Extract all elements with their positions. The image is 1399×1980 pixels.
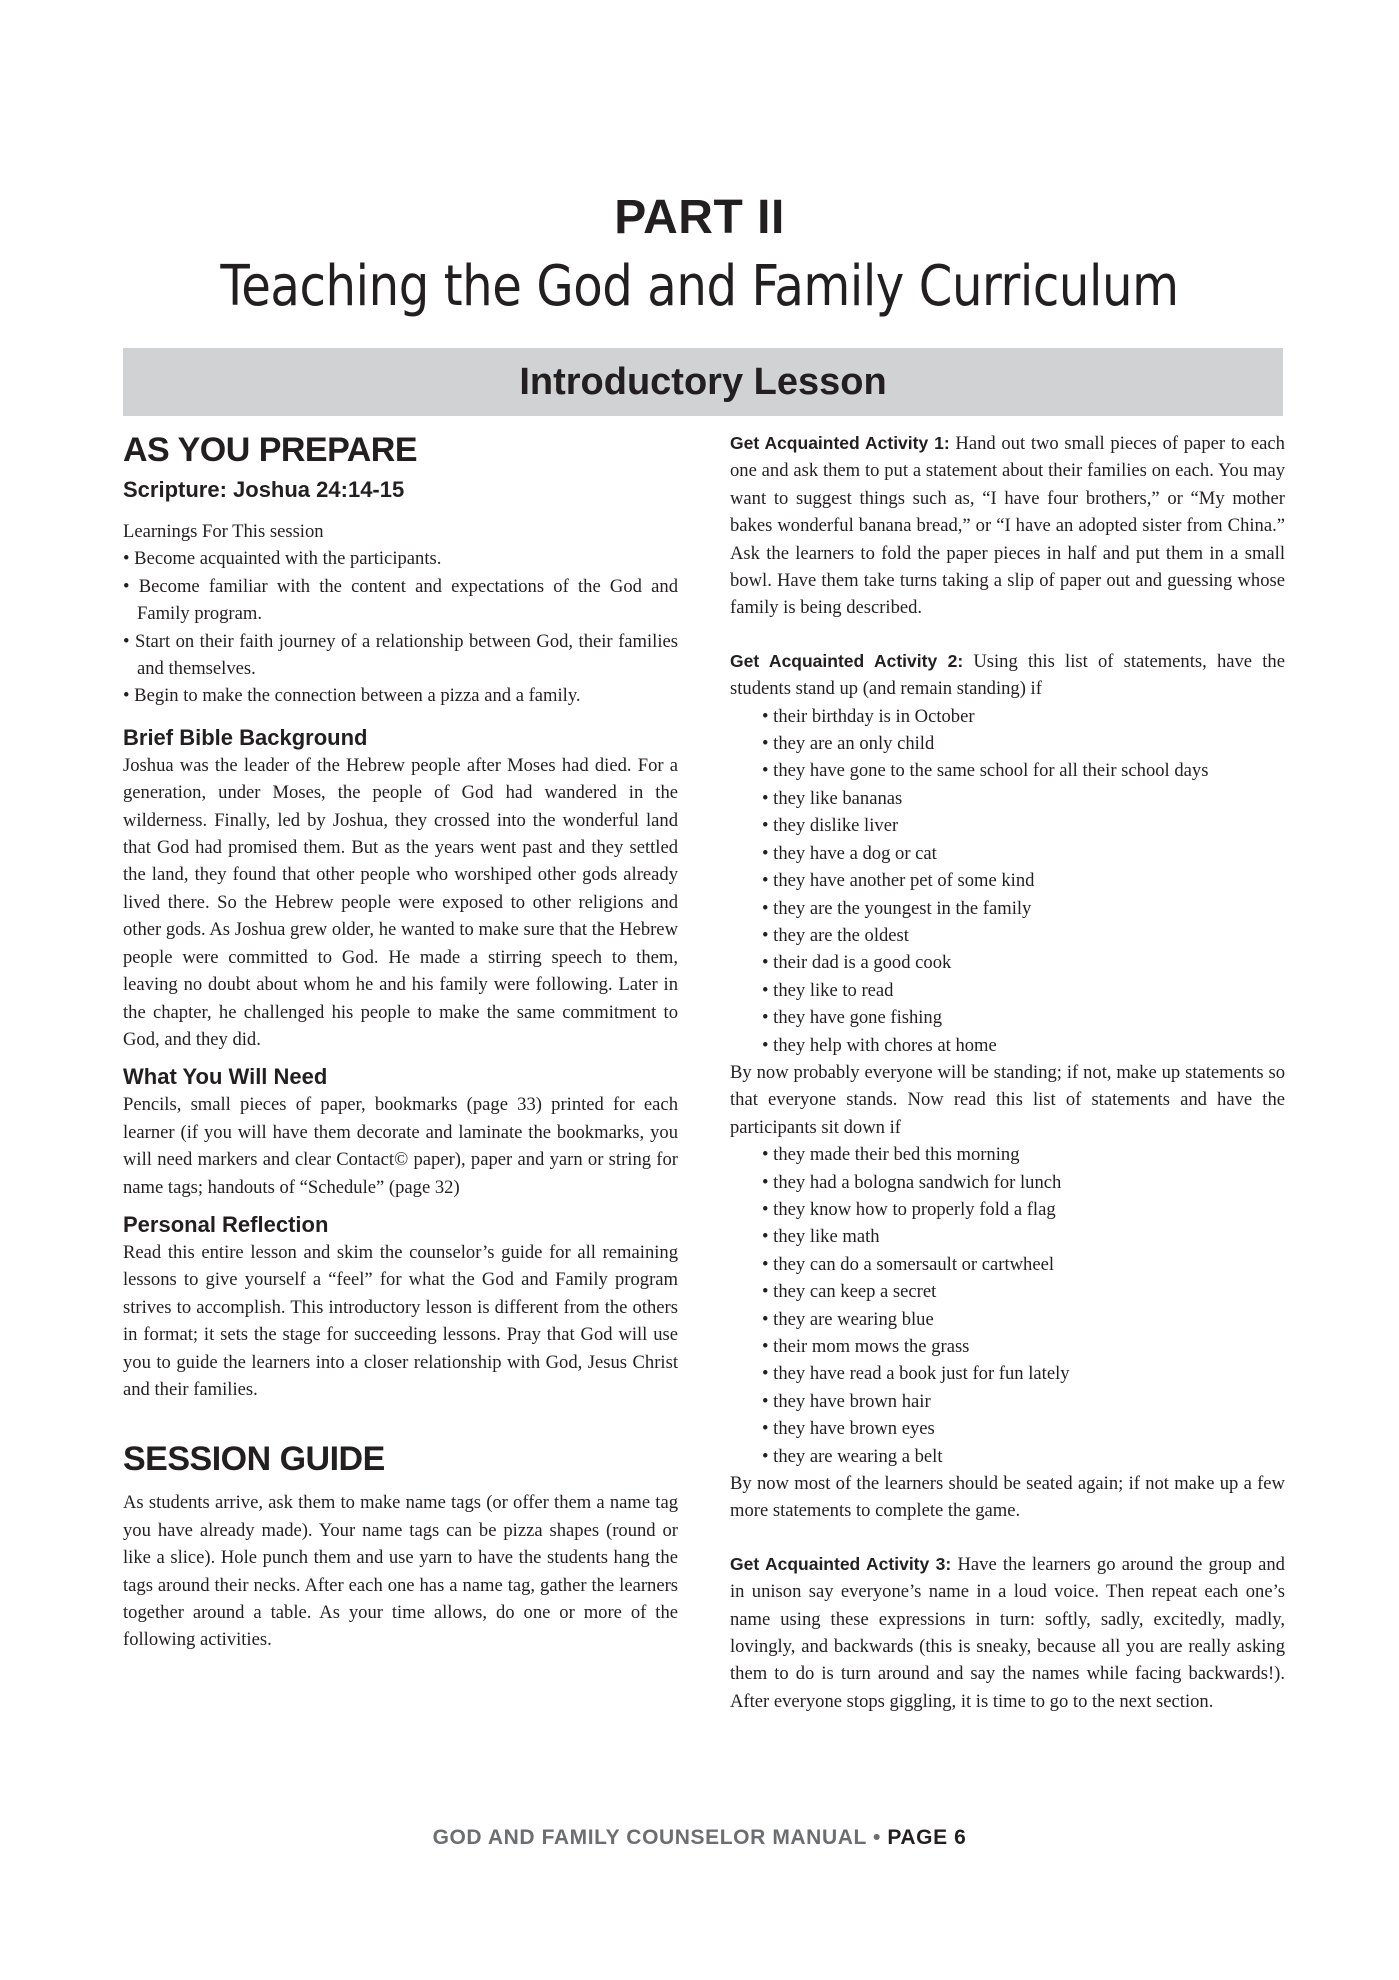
list-item: • they can do a somersault or cartwheel [762,1253,1055,1275]
activity-3-label: Get Acquainted Activity 3: [730,1553,952,1574]
list-item: • they are wearing blue [762,1308,934,1330]
page-title: Teaching the God and Family Curriculum [220,254,1179,319]
list-item: • they like to read [762,979,894,1001]
page-number: PAGE 6 [887,1826,967,1849]
learning-item: • Start on their faith journey of a relationship between God, their families and themselves. [123,630,678,680]
list-item: • they help with chores at home [762,1034,997,1056]
list-item: • they dislike liver [762,815,899,837]
list-item: • they are an only child [762,733,935,755]
page-footer [0,1826,1399,1850]
list-item: • they have a dog or cat [762,842,937,864]
page-header [0,190,1399,322]
list-item: • they have brown hair [762,1390,931,1412]
right-column [730,430,1285,1715]
session-guide-heading: SESSION GUIDE [123,1440,385,1479]
list-item: • they have read a book just for fun lately [762,1363,1070,1385]
what-you-need-text: Pencils, small pieces of paper, bookmarks (page 33) printed for each learner (if you will have them decorate and laminate the bookmarks, you will need markers and clear Contact© paper), paper and yarn or string for name tags; handouts of “Schedule” (page 32) [123,1094,678,1198]
list-item: • they know how to properly fold a flag [762,1198,1056,1220]
list-item: • they are the youngest in the family [762,897,1032,919]
sit-list [730,1141,1285,1470]
left-column [123,430,678,1654]
prepare-heading: AS YOU PREPARE [123,431,418,469]
list-item: • they have brown eyes [762,1418,935,1440]
list-item: • their mom mows the grass [762,1336,970,1357]
learnings-label: Learnings For This session [123,521,324,542]
list-item: • they like math [762,1226,880,1248]
learning-item: • Become acquainted with the participants. [123,548,442,570]
lesson-banner: Introductory Lesson [123,348,1283,416]
list-item: • they have gone fishing [762,1007,943,1029]
activity-1-label: Get Acquainted Activity 1: [730,433,950,453]
bible-background-text: Joshua was the leader of the Hebrew people after Moses had died. For a generation, under Moses, the people of God had wandered in the wilderness. Finally, led by Joshua, they crossed into the wonderful land that God had promised them. But as the years went past and they settled the land, they found that other people who worshiped other gods already lived there. So the Hebrew people were exposed to other religions and other gods. As Joshua grew older, he wanted to make sure that the Hebrew people were committed to God. He made a stirring speech to them, leaving no doubt about whom he and his family were following. Later in the chapter, he challenged his people to make the same commitment to God, and they did. [123,754,678,1050]
activity-2-label: Get Acquainted Activity 2: [730,650,964,671]
learning-item: • Begin to make the connection between a pizza and a family. [123,685,581,707]
list-item: • they can keep a secret [762,1281,937,1303]
scripture-reference: Scripture: Joshua 24:14-15 [123,477,405,502]
personal-reflection-heading: Personal Reflection [123,1211,329,1237]
stand-list [730,703,1285,1059]
activity-3-paragraph: Get Acquainted Activity 3: Have the learners go around the group and in unison say everyone’s name in a loud voice. Then repeat each one’s name using these expressions in turn: softly, sadly, excitedly, madly, lovingly, and backwards (this is sneaky, because all you are really asking them to do is turn around and say the names while facing backwards!). After everyone stops giggling, it is time to go to the next section. [730,1553,1285,1712]
footer-separator: • [866,1826,888,1849]
what-you-need-heading: What You Will Need [123,1064,328,1090]
standing-followup-text: By now probably everyone will be standing; if not, make up statements so that everyone stands. Now read this list of statements and have the participants sit down if [730,1061,1285,1138]
part-label: PART II [614,191,785,244]
list-item: • they have another pet of some kind [762,870,1035,892]
manual-name: GOD AND FAMILY COUNSELOR MANUAL [432,1826,867,1849]
list-item: • they had a bologna sandwich for lunch [762,1171,1062,1193]
activity-2-paragraph: Get Acquainted Activity 2: Using this list of statements, have the students stand up (and remain standing) if [730,650,1285,700]
list-item: • they are the oldest [762,924,909,946]
list-item: • they have gone to the same school for all their school days [762,760,1209,782]
bible-background-heading: Brief Bible Background [123,724,368,750]
list-item: • their birthday is in October [762,705,975,727]
seated-followup-text: By now most of the learners should be seated again; if not make up a few more statements to complete the game. [730,1473,1285,1522]
list-item: • they are wearing a belt [762,1445,943,1467]
list-item: • their dad is a good cook [762,952,952,974]
list-item: • they made their bed this morning [762,1144,1020,1166]
learning-item: • Become familiar with the content and expectations of the God and Family program. [123,575,678,625]
session-guide-text: As students arrive, ask them to make name tags (or offer them a name tag you have already made). Your name tags can be pizza shapes (round or like a slice). Hole punch them and use yarn to have the students hang the tags around their necks. After each one has a name tag, gather the learners together around a table. As your time allows, do one or more of the following activities. [123,1492,678,1651]
personal-reflection-text: Read this entire lesson and skim the counselor’s guide for all remaining lessons to give yourself a “feel” for what the God and Family program strives to accomplish. This introductory lesson is different from the others in format; it sets the stage for succeeding lessons. Pray that God will use you to guide the learners into a closer relationship with God, Jesus Christ and their families. [123,1241,678,1400]
activity-1-paragraph: Get Acquainted Activity 1: Hand out two small pieces of paper to each one and ask them to put a statement about their families on each. You may want to suggest things such as, “I have four brothers,” or “My mother bakes wonderful banana bread,” or “I have an adopted sister from China.” Ask the learners to fold the paper pieces in half and put them in a small bowl. Have them take turns taking a slip of paper out and guessing whose family is being described. [730,433,1285,619]
list-item: • they like bananas [762,787,903,809]
